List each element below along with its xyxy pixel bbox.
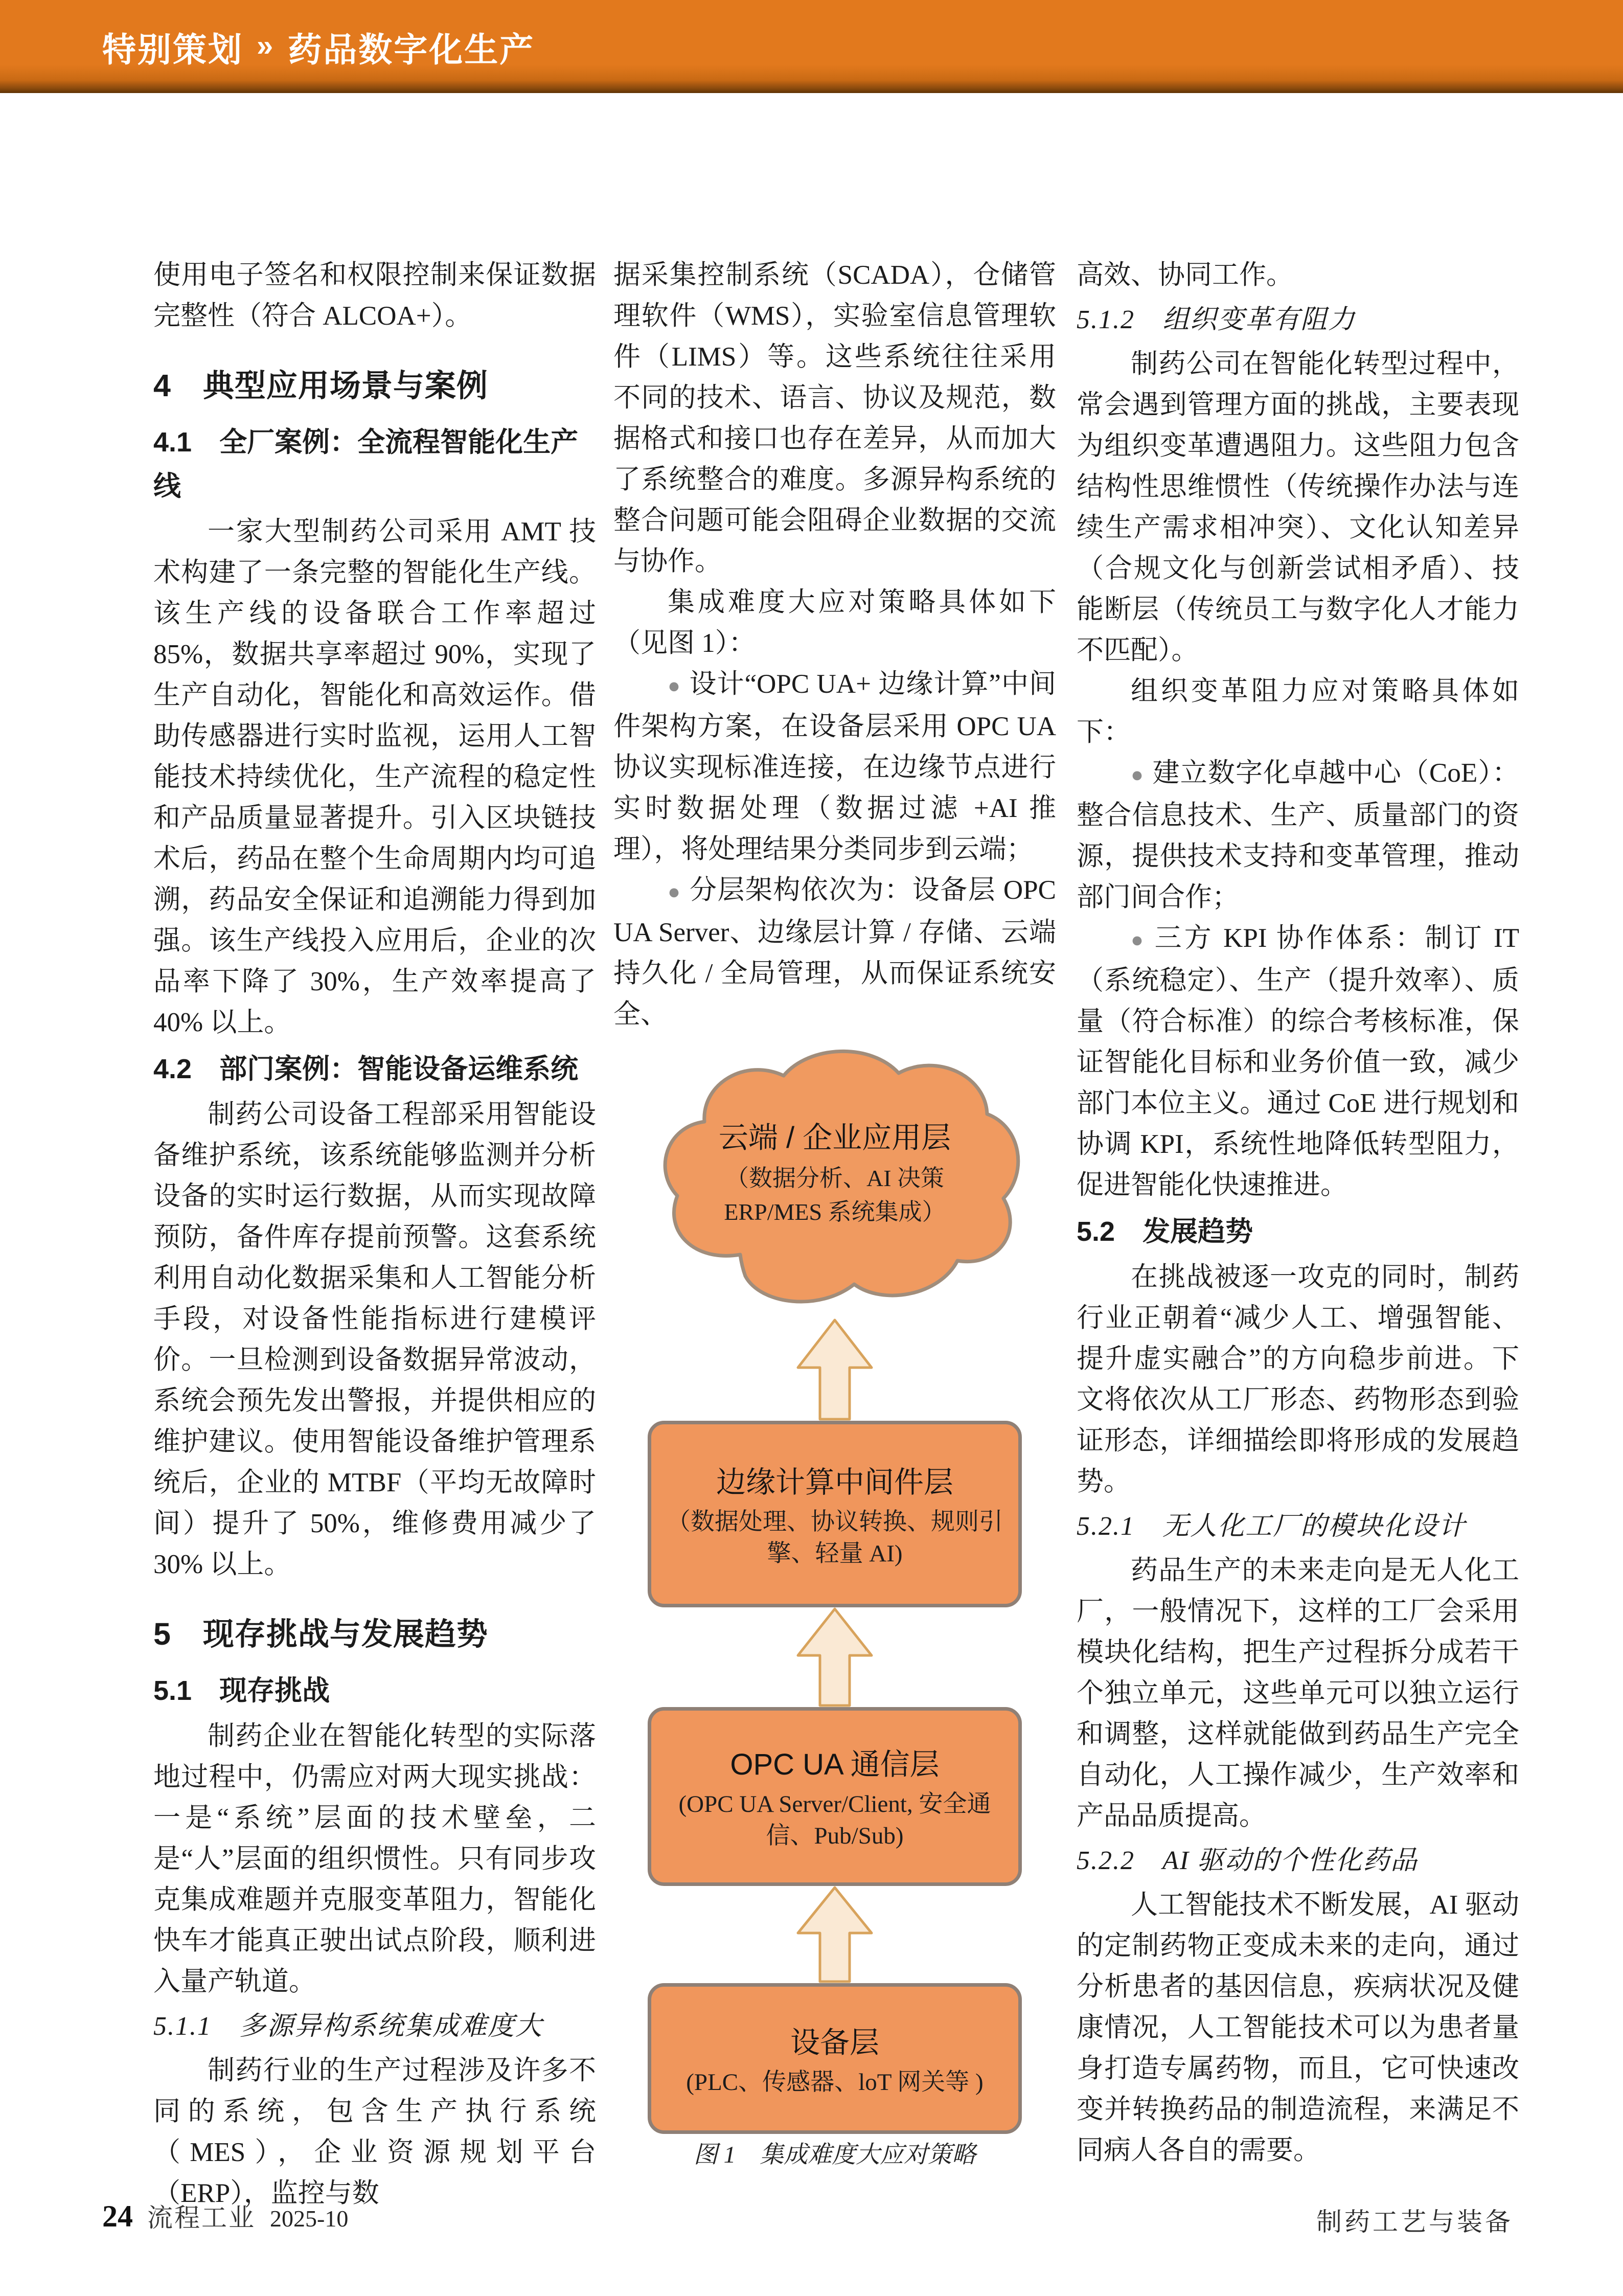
paragraph: 药品生产的未来走向是无人化工厂，一般情况下，这样的工厂会采用模块化结构，把生产过程拆分成若干个独立单元，这些单元可以独立运行和调整，这样就能做到药品生产完全自动化，人工操作减少，生产效率和产品品质提高。	[1077, 1556, 1519, 1831]
subsection-heading-5-2: 5.2 发展趋势	[1077, 1216, 1253, 1247]
subsection-heading-5-1: 5.1 现存挑战	[153, 1675, 330, 1706]
cloud-layer-subtitle: （数据分析、AI 决策	[725, 1165, 945, 1191]
bullet-icon: ●	[1131, 763, 1145, 786]
section-heading-5: 5 现存挑战与发展趋势	[153, 1617, 488, 1651]
device-layer-box	[648, 1983, 1022, 2134]
opc-ua-communication-layer-box	[648, 1707, 1022, 1886]
header-band	[0, 0, 1623, 93]
page-number: 24	[102, 2199, 133, 2233]
bullet-text: 三方 KPI 协作体系：制订 IT（系统稳定）、生产（提升效率）、质量（符合标准）的综合考核标准，保证智能化目标和业务价值一致，减少部门本位主义。通过 CoE 进行规划和协调 KPI，系统性地降低转型阻力，促进智能化快速推进。	[1077, 923, 1519, 1200]
paragraph: 高效、协同工作。	[1077, 260, 1293, 290]
layer-title: 边缘计算中间件层	[716, 1465, 953, 1499]
footer-left	[102, 2197, 348, 2234]
subsection-heading-4-2: 4.2 部门案例：智能设备运维系统	[153, 1054, 579, 1084]
bullet-item	[1077, 753, 1519, 918]
issue-number: 2025-10	[270, 2206, 349, 2232]
bullet-item	[613, 664, 1056, 870]
text-column-3	[1077, 255, 1519, 2171]
paragraph: 组织变革阻力应对策略具体如下：	[1077, 676, 1519, 747]
text-column-2	[613, 255, 1056, 2185]
subsubsection-heading-5-2-2: 5.2.2 AI 驱动的个性化药品	[1077, 1846, 1419, 1875]
up-arrow-icon	[796, 1607, 873, 1719]
bullet-icon: ●	[668, 880, 681, 903]
paragraph: 人工智能技术不断发展，AI 驱动的定制药物正变成未来的走向，通过分析患者的基因信息，疾病状况及健康情况，人工智能技术可以为患者量身打造专属药物，而且，它可快速改变并转换药品的制造流程，来满足不同病人各自的需要。	[1077, 1890, 1519, 2165]
paragraph: 制药公司在智能化转型过程中，常会遇到管理方面的挑战，主要表现为组织变革遭遇阻力。这些阻力包含结构性思维惯性（传统操作办法与连续生产需求相冲突）、文化认知差异（合规文化与创新尝试相矛盾）、技能断层（传统员工与数字化人才能力不匹配）。	[1077, 349, 1519, 665]
header-title	[102, 22, 535, 71]
paragraph: 使用电子签名和权限控制来保证数据完整性（符合 ALCOA+）。	[153, 260, 596, 331]
bullet-item	[1077, 918, 1519, 1206]
paragraph: 集成难度大应对策略具体如下（见图 1）：	[613, 587, 1056, 658]
layer-title: OPC UA 通信层	[730, 1748, 940, 1781]
layer-subtitle: （数据处理、协议转换、规则引擎、轻量 AI)	[667, 1508, 1003, 1567]
header-topic: 药品数字化生产	[288, 30, 535, 69]
layer-title: 设备层	[790, 2026, 879, 2059]
bullet-icon: ●	[668, 674, 681, 697]
bullet-text: 分层架构依次为：设备层 OPC UA Server、边缘层计算 / 存储、云端持久化 / 全局管理，从而保证系统安全、	[613, 875, 1056, 1029]
layer-subtitle: (OPC UA Server/Client, 安全通信、Pub/Sub)	[678, 1791, 991, 1849]
up-arrow-icon	[796, 1886, 873, 1995]
bullet-text: 设计“OPC UA+ 边缘计算”中间件架构方案，在设备层采用 OPC UA 协议实现标准连接，在边缘节点进行实时数据处理（数据过滤 +AI 推理），将处理结果分类同步到云端；	[613, 669, 1056, 864]
section-heading-4: 4 典型应用场景与案例	[153, 368, 488, 403]
bullet-text: 建立数字化卓越中心（CoE）：整合信息技术、生产、质量部门的资源，提供技术支持和变革管理，推动部门间合作；	[1077, 758, 1519, 912]
figure-caption: 图 1 集成难度大应对策略	[693, 2142, 976, 2168]
subsubsection-heading-5-2-1: 5.2.1 无人化工厂的模块化设计	[1077, 1512, 1467, 1541]
paragraph: 据采集控制系统（SCADA），仓储管理软件（WMS），实验室信息管理软件（LIMS）等。这些系统往往采用不同的技术、语言、协议及规范，数据格式和接口也存在差异，从而加大了系统整合的难度。多源异构系统的整合问题可能会阻碍企业数据的交流与协作。	[613, 260, 1056, 576]
footer-section-title: 制药工艺与装备	[1316, 2208, 1513, 2236]
layer-subtitle: (PLC、传感器、loT 网关等 )	[686, 2068, 984, 2096]
cloud-layer-title: 云端 / 企业应用层	[718, 1121, 951, 1154]
header-label: 特别策划	[102, 30, 243, 69]
paragraph: 制药行业的生产过程涉及许多不同的系统，包含生产执行系统（MES），企业资源规划平台（ERP），监控与数	[153, 2056, 596, 2208]
text-column-1	[153, 255, 596, 2214]
magazine-name: 流程工业	[147, 2203, 256, 2232]
cloud-layer-subtitle: ERP/MES 系统集成）	[724, 1198, 946, 1225]
paragraph: 制药企业在智能化转型的实际落地过程中，仍需应对两大现实挑战：一是“系统”层面的技术壁垒，二是“人”层面的组织惯性。只有同步攻克集成难题并克服变革阻力，智能化快车才能真正驶出试点阶段，顺利进入量产轨道。	[153, 1721, 596, 1996]
bullet-item	[613, 870, 1056, 1035]
paragraph: 制药公司设备工程部采用智能设备维护系统，该系统能够监测并分析设备的实时运行数据，从而实现故障预防，备件库存提前预警。这套系统利用自动化数据采集和人工智能分析手段，对设备性能指标进行建模评价。一旦检测到设备数据异常波动，系统会预先发出警报，并提供相应的维护建议。使用智能设备维护管理系统后，企业的 MTBF（平均无故障时间）提升了 50%，维修费用减少了 30% 以上。	[153, 1100, 596, 1579]
up-arrow-icon	[796, 1319, 873, 1433]
edge-middleware-layer-box	[648, 1421, 1022, 1607]
chevron-separator-icon: »	[257, 29, 275, 62]
cloud-layer	[646, 1040, 1024, 1319]
bullet-icon: ●	[1131, 928, 1147, 951]
subsection-heading-4-1: 4.1 全厂案例：全流程智能化生产线	[153, 427, 579, 502]
subsubsection-heading-5-1-2: 5.1.2 组织变革有阻力	[1077, 305, 1356, 334]
paragraph: 在挑战被逐一攻克的同时，制药行业正朝着“减少人工、增强智能、提升虚实融合”的方向稳步前进。下文将依次从工厂形态、药物形态到验证形态，详细描绘即将形成的发展趋势。	[1077, 1262, 1519, 1496]
subsubsection-heading-5-1-1: 5.1.1 多源异构系统集成难度大	[153, 2012, 543, 2041]
figure-1-diagram	[613, 1040, 1056, 2185]
cloud-layer-text	[676, 1040, 993, 1303]
paragraph: 一家大型制药公司采用 AMT 技术构建了一条完整的智能化生产线。该生产线的设备联合工作率超过 85%，数据共享率超过 90%，实现了生产自动化，智能化和高效运作。借助传感器进行实时监视，运用人工智能技术持续优化，生产流程的稳定性和产品质量显著提升。引入区块链技术后，药品在整个生命周期内均可追溯，药品安全保证和追溯能力得到加强。该生产线投入应用后，企业的次品率下降了 30%，生产效率提高了 40% 以上。	[153, 517, 596, 1037]
